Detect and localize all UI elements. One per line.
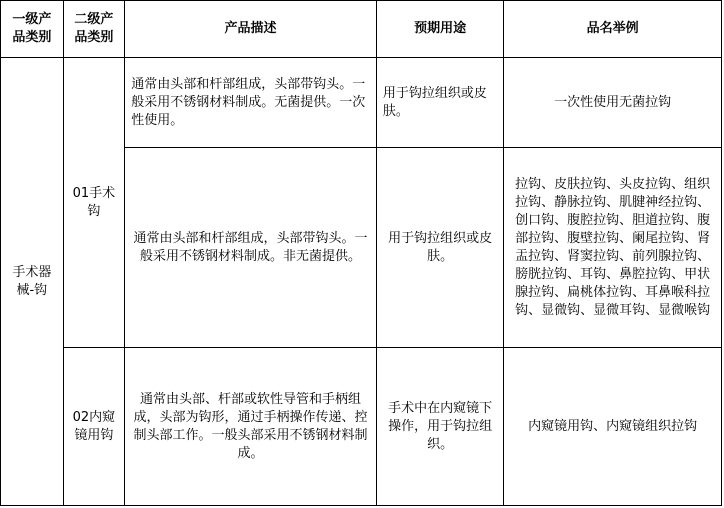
description-cell: 通常由头部和杆部组成，头部带钩头。一般采用不锈钢材料制成。无菌提供。一次性使用。	[125, 58, 377, 148]
level2-category-cell: 01手术钩	[63, 58, 125, 348]
table-row	[1, 58, 722, 148]
header-level1-category: 一级产品类别	[1, 1, 64, 58]
header-row	[1, 1, 722, 58]
examples-cell: 拉钩、皮肤拉钩、头皮拉钩、组织拉钩、静脉拉钩、肌腱神经拉钩、创口钩、腹腔拉钩、胆道拉钩、腹部拉钩、腹壁拉钩、阑尾拉钩、肾盂拉钩、肾窦拉钩、前列腺拉钩、膀胱拉钩、耳钩、鼻腔拉钩、甲状腺拉钩、扁桃体拉钩、耳鼻喉科拉钩、显微钩、显微耳钩、显微喉钩	[504, 148, 722, 348]
intended-use-cell: 用于钩拉组织或皮肤。	[376, 58, 503, 148]
level2-category-cell: 02内窥镜用钩	[63, 348, 125, 506]
header-product-description: 产品描述	[125, 1, 377, 58]
header-intended-use: 预期用途	[376, 1, 503, 58]
examples-cell: 一次性使用无菌拉钩	[504, 58, 722, 148]
intended-use-cell: 手术中在内窥镜下操作，用于钩拉组织。	[376, 348, 503, 506]
description-cell: 通常由头部和杆部组成，头部带钩头。一般采用不锈钢材料制成。非无菌提供。	[125, 148, 377, 348]
examples-cell: 内窥镜用钩、内窥镜组织拉钩	[504, 348, 722, 506]
header-product-examples: 品名举例	[504, 1, 722, 58]
intended-use-cell: 用于钩拉组织或皮肤。	[376, 148, 503, 348]
table-row	[1, 348, 722, 506]
header-level2-category: 二级产品类别	[63, 1, 125, 58]
description-cell: 通常由头部、杆部或软性导管和手柄组成，头部为钩形，通过手柄操作传递、控制头部工作。一般头部采用不锈钢材料制成。	[125, 348, 377, 506]
level1-category-cell: 手术器械-钩	[1, 58, 64, 506]
